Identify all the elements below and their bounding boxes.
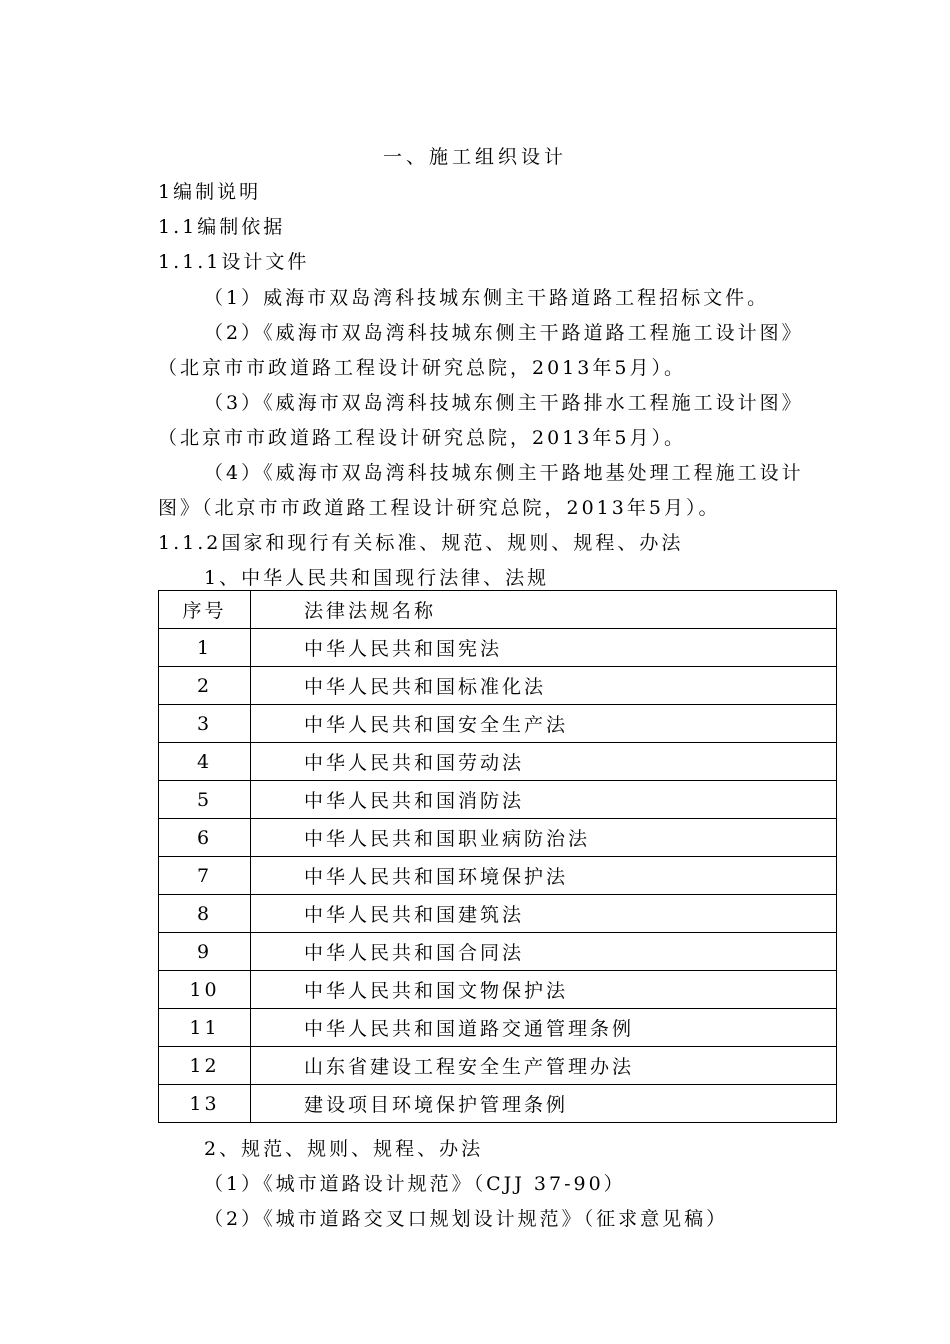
table-row	[159, 1009, 837, 1047]
table-row	[159, 857, 837, 895]
row-law-name: 中华人民共和国道路交通管理条例	[251, 1009, 837, 1047]
table-row	[159, 705, 837, 743]
table-header-seq: 序号	[159, 591, 251, 629]
design-item-4: （4）《威海市双岛湾科技城东侧主干路地基处理工程施工设计	[204, 462, 804, 484]
row-law-name: 中华人民共和国文物保护法	[251, 971, 837, 1009]
row-law-name: 中华人民共和国职业病防治法	[251, 819, 837, 857]
table-row	[159, 1085, 837, 1123]
design-item-3: （3）《威海市双岛湾科技城东侧主干路排水工程施工设计图》	[204, 392, 804, 414]
row-seq: 9	[159, 933, 251, 971]
design-item-4-cont: 图》（北京市市政道路工程设计研究总院，2013年5月）。	[158, 497, 721, 519]
document-title: 一、施工组织设计	[382, 146, 567, 168]
row-seq: 7	[159, 857, 251, 895]
row-seq: 13	[159, 1085, 251, 1123]
row-seq: 3	[159, 705, 251, 743]
design-item-2-cont: （北京市市政道路工程设计研究总院，2013年5月）。	[158, 357, 686, 379]
table-row	[159, 667, 837, 705]
design-item-3-cont: （北京市市政道路工程设计研究总院，2013年5月）。	[158, 427, 686, 449]
section-heading-1: 1编制说明	[158, 181, 262, 203]
row-law-name: 中华人民共和国建筑法	[251, 895, 837, 933]
row-seq: 8	[159, 895, 251, 933]
table-row	[159, 743, 837, 781]
row-law-name: 中华人民共和国消防法	[251, 781, 837, 819]
row-law-name: 中华人民共和国劳动法	[251, 743, 837, 781]
table-row	[159, 781, 837, 819]
row-seq: 4	[159, 743, 251, 781]
row-seq: 1	[159, 629, 251, 667]
subsection-laws: 1、中华人民共和国现行法律、法规	[204, 567, 550, 589]
row-law-name: 中华人民共和国合同法	[251, 933, 837, 971]
table-row	[159, 933, 837, 971]
norm-item-1: （1）《城市道路设计规范》（CJJ 37-90）	[204, 1173, 626, 1195]
row-seq: 10	[159, 971, 251, 1009]
row-law-name: 建设项目环境保护管理条例	[251, 1085, 837, 1123]
row-law-name: 中华人民共和国宪法	[251, 629, 837, 667]
row-law-name: 中华人民共和国安全生产法	[251, 705, 837, 743]
design-item-1: （1）威海市双岛湾科技城东侧主干路道路工程招标文件。	[204, 287, 770, 309]
table-header-row	[159, 591, 837, 629]
row-law-name: 中华人民共和国标准化法	[251, 667, 837, 705]
laws-table	[158, 590, 837, 1123]
row-seq: 2	[159, 667, 251, 705]
row-law-name: 中华人民共和国环境保护法	[251, 857, 837, 895]
table-row	[159, 1047, 837, 1085]
table-row	[159, 819, 837, 857]
section-heading-1-1-2: 1.1.2国家和现行有关标准、规范、规则、规程、办法	[158, 532, 684, 554]
row-seq: 11	[159, 1009, 251, 1047]
row-seq: 12	[159, 1047, 251, 1085]
table-header-name: 法律法规名称	[251, 591, 837, 629]
section-heading-1-1: 1.1编制依据	[158, 216, 286, 238]
table-row	[159, 895, 837, 933]
norm-item-2: （2）《城市道路交叉口规划设计规范》（征求意见稿）	[204, 1208, 729, 1230]
row-seq: 5	[159, 781, 251, 819]
subsection-norms: 2、规范、规则、规程、办法	[204, 1138, 484, 1160]
row-law-name: 山东省建设工程安全生产管理办法	[251, 1047, 837, 1085]
table-row	[159, 629, 837, 667]
row-seq: 6	[159, 819, 251, 857]
table-row	[159, 971, 837, 1009]
section-heading-1-1-1: 1.1.1设计文件	[158, 251, 310, 273]
design-item-2: （2）《威海市双岛湾科技城东侧主干路道路工程施工设计图》	[204, 322, 804, 344]
